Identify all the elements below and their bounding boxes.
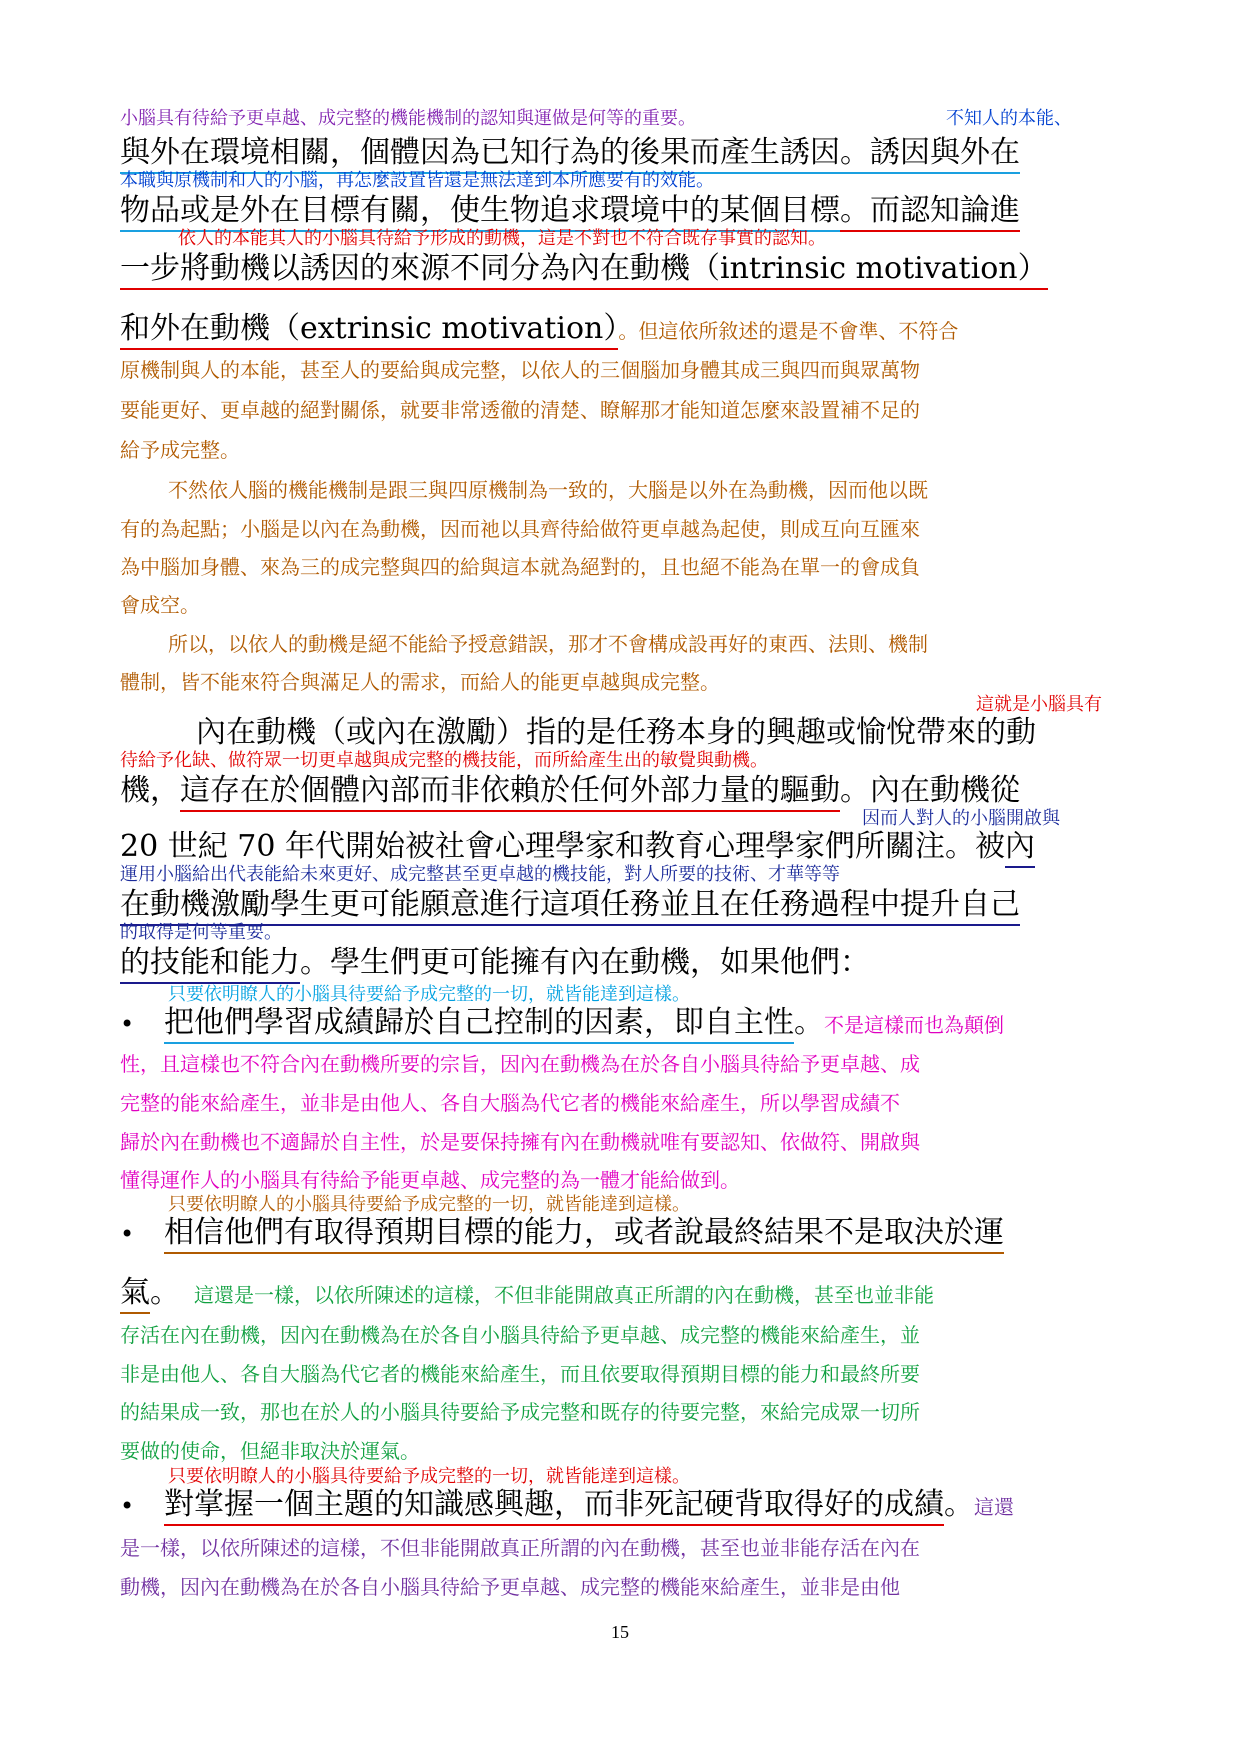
commentary-line: 歸於內在動機也不適歸於自主性，於是要保持擁有內在動機就唯有要認知、依做符、開啟與 xyxy=(120,1130,920,1154)
commentary-line: 要能更好、更卓越的絕對關係，就要非常透徹的清楚、瞭解那才能知道怎麼來設置補不足的 xyxy=(120,398,920,422)
bullet-icon: • xyxy=(120,1492,135,1520)
underlined-text: 氣 xyxy=(120,1275,150,1314)
underlined-text: 物品或是外在目標有關，使生物追求環境中的某個目標 xyxy=(120,193,840,232)
annotation-line: 不知人的本能、 xyxy=(946,108,1072,129)
body-line xyxy=(120,135,1020,170)
commentary-line: 性，且這樣也不符合內在動機所要的宗旨，因內在動機為在於各自小腦具待給予更卓越、成 xyxy=(120,1052,920,1076)
underlined-text: 和外在動機（extrinsic motivation） xyxy=(120,311,618,350)
body-text: 。 xyxy=(944,1487,974,1522)
body-text: 。學生們更可能擁有內在動機，如果他們： xyxy=(300,945,870,980)
commentary-line: 完整的能來給產生，並非是由他人、各自大腦為代它者的機能來給產生，所以學習成績不 xyxy=(120,1091,900,1115)
body-line xyxy=(120,1275,934,1310)
annotation-line: 運用小腦給出代表能給未來更好、成完整甚至更卓越的機技能，對人所要的技術、才華等等 xyxy=(120,864,840,885)
commentary-line: 存活在內在動機，因內在動機為在於各自小腦具待給予更卓越、成完整的機能來給產生，並 xyxy=(120,1323,920,1347)
underlined-text: 把他們學習成績歸於自己控制的因素，即自主性 xyxy=(164,1005,794,1044)
annotation-line: 因而人對人的小腦開啟與 xyxy=(862,808,1060,829)
underlined-text: 相信他們有取得預期目標的能力，或者說最終結果不是取決於運 xyxy=(164,1215,1004,1254)
commentary-text: 不是這樣而也為顛倒 xyxy=(824,1013,1004,1037)
body-line xyxy=(120,251,1048,286)
commentary-line: 要做的使命，但絕非取決於運氣。 xyxy=(120,1439,420,1463)
commentary-line: 所以，以依人的動機是絕不能給予授意錯誤，那才不會構成設再好的東西、法則、機制 xyxy=(168,632,928,656)
body-line xyxy=(120,193,1020,228)
bullet-icon: • xyxy=(120,1010,135,1038)
annotation-line: 依人的本能其人的小腦具待給予形成的動機，這是不對也不符合既存事實的認知。 xyxy=(178,228,826,249)
annotation-line: 本職與原機制和人的小腦，再怎麼設置皆還是無法達到本所應要有的效能。 xyxy=(120,170,714,191)
body-line xyxy=(120,773,1020,808)
bullet-item xyxy=(120,1487,1014,1522)
underlined-text: 對掌握一個主題的知識感興趣，而非死記硬背取得好的成績 xyxy=(164,1487,944,1526)
body-line xyxy=(120,829,1035,864)
body-line: 內在動機（或內在激勵）指的是任務本身的興趣或愉悅帶來的動 xyxy=(196,715,1036,750)
commentary-line: 為中腦加身體、來為三的成完整與四的給與這本就為絕對的，且也絕不能為在單一的會成負 xyxy=(120,555,920,579)
commentary-text: 。但這依所敘述的還是不會準、不符合 xyxy=(618,319,959,343)
body-text: 。 xyxy=(150,1275,180,1310)
body-line xyxy=(120,311,959,346)
body-text: 機， xyxy=(120,773,180,808)
annotation-line: 這就是小腦具有 xyxy=(976,694,1102,715)
underlined-text: 的技能和能力 xyxy=(120,945,300,984)
underlined-text: 誘因與外在 xyxy=(870,135,1020,174)
annotation-line: 小腦具有待給予更卓越、成完整的機能機制的認知與運做是何等的重要。 xyxy=(120,108,696,129)
annotation-line: 只要依明瞭人的小腦具待要給予成完整的一切，就皆能達到這樣。 xyxy=(168,984,690,1005)
commentary-line: 懂得運作人的小腦具有待給予能更卓越、成完整的為一體才能給做到。 xyxy=(120,1168,740,1192)
commentary-line: 是一樣，以依所陳述的這樣，不但非能開啟真正所謂的內在動機，甚至也並非能存活在內在 xyxy=(120,1536,920,1560)
commentary-line: 非是由他人、各自大腦為代它者的機能來給產生，而且依要取得預期目標的能力和最終所要 xyxy=(120,1362,920,1386)
commentary-line: 的結果成一致，那也在於人的小腦具待要給予成完整和既存的待要完整，來給完成眾一切所 xyxy=(120,1400,920,1424)
bullet-item xyxy=(120,1215,1004,1250)
page-number: 15 xyxy=(611,1622,629,1642)
annotation-line: 待給予化缺、做符眾一切更卓越與成完整的機技能，而所給產生出的敏覺與動機。 xyxy=(120,750,768,771)
underlined-text: 。而認知論進 xyxy=(840,193,1020,232)
body-line xyxy=(120,945,870,980)
underlined-text: 在動機激勵學生更可能願意進行這項任務並且在任務過程中提升自己 xyxy=(120,887,1020,926)
underlined-text: 內 xyxy=(1005,829,1035,868)
body-line xyxy=(120,887,1020,922)
commentary-line: 體制，皆不能來符合與滿足人的需求，而給人的能更卓越與成完整。 xyxy=(120,670,720,694)
commentary-line: 不然依人腦的機能機制是跟三與四原機制為一致的，大腦是以外在為動機，因而他以既 xyxy=(168,478,928,502)
annotation-line: 只要依明瞭人的小腦具待要給予成完整的一切，就皆能達到這樣。 xyxy=(168,1194,690,1215)
body-text: 20 世紀 70 年代開始被社會心理學家和教育心理學家們所關注。被 xyxy=(120,829,1005,864)
commentary-line: 給予成完整。 xyxy=(120,438,240,462)
annotation-line: 的取得是何等重要。 xyxy=(120,922,282,943)
annotation-line: 只要依明瞭人的小腦具待要給予成完整的一切，就皆能達到這樣。 xyxy=(168,1466,690,1487)
bullet-item xyxy=(120,1005,1004,1040)
body-text: 。 xyxy=(794,1005,824,1040)
body-text: 。內在動機從 xyxy=(840,773,1020,808)
commentary-line: 動機，因內在動機為在於各自小腦具待給予更卓越、成完整的機能來給產生，並非是由他 xyxy=(120,1575,900,1599)
commentary-line: 有的為起點；小腦是以內在為動機，因而祂以具齊待給做符更卓越為起使，則成互向互匯來 xyxy=(120,517,920,541)
commentary-text: 這還 xyxy=(974,1495,1014,1519)
underlined-text: 一步將動機以誘因的來源不同分為內在動機（intrinsic motivation） xyxy=(120,251,1048,290)
commentary-text: 這還是一樣，以依所陳述的這樣，不但非能開啟真正所謂的內在動機，甚至也並非能 xyxy=(194,1283,934,1307)
commentary-line: 會成空。 xyxy=(120,593,200,617)
underlined-text: 這存在於個體內部而非依賴於任何外部力量的驅動 xyxy=(180,773,840,812)
bullet-icon: • xyxy=(120,1220,135,1248)
commentary-line: 原機制與人的本能，甚至人的要給與成完整，以依人的三個腦加身體其成三與四而與眾萬物 xyxy=(120,358,920,382)
underlined-text: 與外在環境相關，個體因為已知行為的後果而產生誘因。 xyxy=(120,135,870,174)
